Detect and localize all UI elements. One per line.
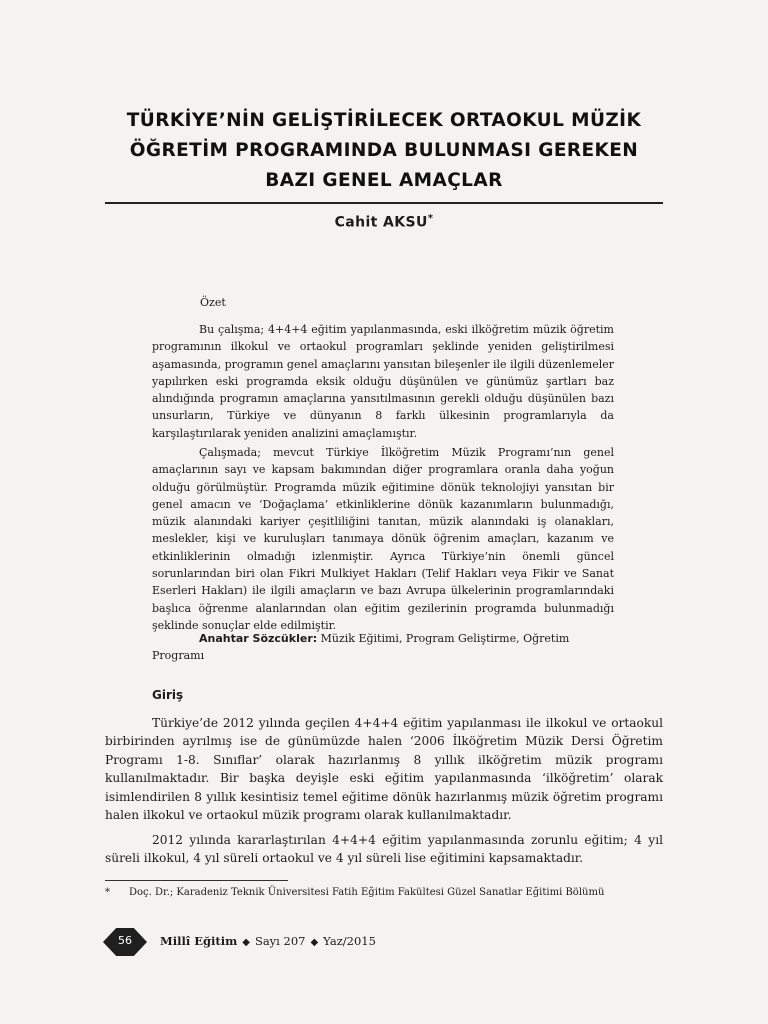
footnote-divider <box>105 880 288 881</box>
journal-season: Yaz/2015 <box>323 934 376 948</box>
abstract-paragraph-2: Çalışmada; mevcut Türkiye İlköğretim Müzik Programı’nın genel amaçlarının sayı ve kapsam bakımından diğer programlara oranla daha yoğun olduğu görülmüştür. Programda müzik eğitimine dönük teknolojiyi yansıtan bir genel amacın ve ‘Doğaçlama’ etkinliklerine dönük kazanımların bulunmadığı, müzik alanındaki kariyer çeşitliliğini tanıtan, müzik alanındaki iş olanakları, meslekler, kişi ve kuruluşları tanımaya dönük öğrenim amaçları, kazanım ve etkinliklerinin olmadığı izlenmiştir. Ayrıca Türkiye’nin önemli güncel sorunlarından biri olan Fikri Mulkiyet Hakları (Telif Hakları veya Fikir ve Sanat Eserleri Hakları) ile ilgili amaçların ve bazı Avrupa ülkelerinin programlarındaki başlıca öğrenme alanlarından olan eğitim gezilerinin programda bulunmadığı şeklinde sonuçlar elde edilmiştir. <box>152 446 614 632</box>
title-line-3: BAZI GENEL AMAÇLAR <box>265 170 503 191</box>
page-number: 56 <box>118 934 132 947</box>
author-footnote-mark: * <box>427 213 434 224</box>
title-line-2: ÖĞRETİM PROGRAMINDA BULUNMASI GEREKEN <box>129 140 639 161</box>
footnote-text: Doç. Dr.; Karadeniz Teknik Üniversitesi Fatih Eğitim Fakültesi Güzel Sanatlar Eğitimi Bölümü <box>129 887 605 898</box>
keywords <box>152 630 614 665</box>
journal-issue: Sayı 207 <box>254 934 306 948</box>
title-divider <box>105 202 663 204</box>
diamond-icon: ◆ <box>242 937 250 948</box>
keywords-label: Anahtar Sözcükler: <box>199 632 318 645</box>
footnote-mark: * <box>105 887 110 898</box>
intro-paragraph-2: 2012 yılında kararlaştırılan 4+4+4 eğitim yapılanmasında zorunlu eğitim; 4 yıl süreli ilkokul, 4 yıl süreli ortaokul ve 4 yıl süreli lise eğitimini kapsamaktadır. <box>105 833 663 866</box>
abstract-paragraph-1: Bu çalışma; 4+4+4 eğitim yapılanmasında, eski ilköğretim müzik öğretim programının ilkokul ve ortaokul programları şeklinde yeniden geliştirilmesi aşamasında, programın genel amaçlarını yansıtan bileşenler ile ilgili düzenlemeler yapılırken eski programda eksik olduğu düşünülen ve günümüz şartları baz alındığında programın amaçlarına yansıtılmasının gerekli olduğu düşünülen bazı unsurların, Türkiye ve dünyanın 8 farklı ülkesinin programlarıyla da karşılaştırılarak yeniden analizini amaçlamıştır. <box>152 323 614 440</box>
abstract-label: Özet <box>200 296 226 309</box>
journal-footer <box>160 934 376 948</box>
diamond-icon: ◆ <box>310 937 319 948</box>
title-line-1: TÜRKİYE’NİN GELİŞTİRİLECEK ORTAOKUL MÜZİK <box>126 110 642 131</box>
footnote <box>105 886 663 900</box>
keywords-text: Müzik Eğitimi, Program Geliştirme, Oğretim Programı <box>152 632 570 663</box>
author-name: Cahit AKSU <box>334 214 428 231</box>
section-heading-intro: Giriş <box>152 688 184 702</box>
intro-paragraph-1: Türkiye’de 2012 yılında geçilen 4+4+4 eğitim yapılanması ile ilkokul ve ortaokul birbirinden ayrılmış ise de günümüzde halen ‘2006 İlköğretim Müzik Dersi Öğretim Programı 1-8. Sınıflar’ olarak hazırlanmış 8 yıllık ilköğretim müzik programı kullanılmaktadır. Bir başka deyişle eski eğitim yapılanmasında ‘ilköğretim’ olarak isimlendirilen 8 yıllık kesintisiz temel eğitime dönük hazırlanmış müzik öğretim programı halen ilkokul ve ortaokul müzik programı olarak kullanılmaktadır. <box>105 716 663 823</box>
journal-name: Millî Eğitim <box>160 934 238 948</box>
article-title <box>100 106 668 196</box>
author-line <box>100 213 668 231</box>
